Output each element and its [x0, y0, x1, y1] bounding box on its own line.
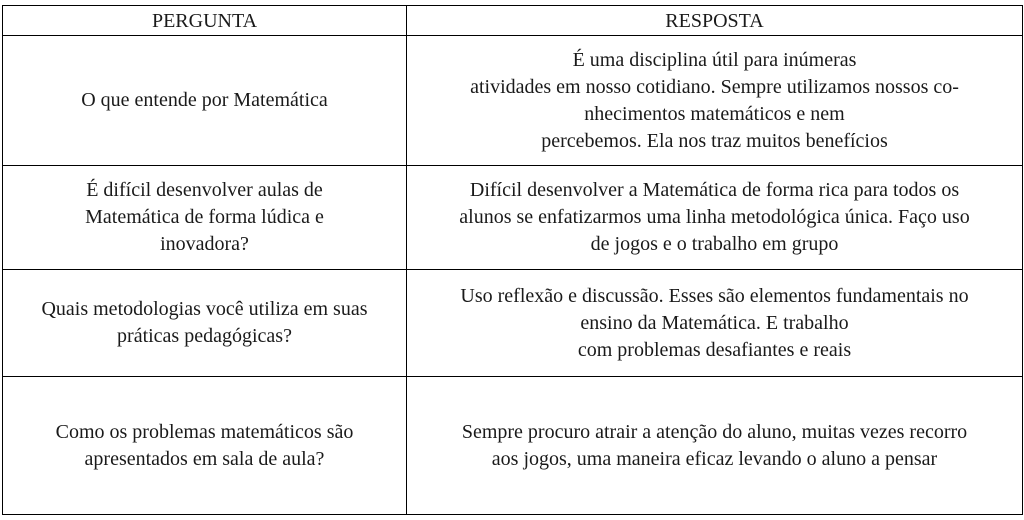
header-row: [3, 6, 1023, 36]
question-line: apresentados em sala de aula?: [84, 447, 325, 470]
answer-line: ensino da Matemática. E trabalho: [580, 311, 849, 334]
answer-line: com problemas desafiantes e reais: [577, 338, 852, 361]
answer-line: nhecimentos matemáticos e nem: [584, 102, 845, 125]
qa-table: [2, 5, 1023, 515]
table-row: [3, 270, 1023, 377]
answer-line: atividades em nosso cotidiano. Sempre utilizamos nossos co-: [470, 75, 959, 98]
table-row: [3, 166, 1023, 270]
answer-line: percebemos. Ela nos traz muitos benefícios: [541, 129, 888, 152]
answer-cell: [407, 36, 1023, 166]
table-row: [3, 377, 1023, 515]
question-line: inovadora?: [160, 233, 249, 255]
question-cell: [3, 36, 407, 166]
table-row: [3, 36, 1023, 166]
answer-line: É uma disciplina útil para inúmeras: [572, 48, 857, 71]
answer-line: alunos se enfatizarmos uma linha metodológica única. Faço uso: [459, 206, 970, 228]
question-line: O que entende por Matemática: [81, 89, 328, 111]
header-question: PERGUNTA: [3, 6, 407, 36]
question-cell: [3, 270, 407, 377]
answer-cell: [407, 166, 1023, 270]
question-cell: [3, 166, 407, 270]
answer-line: Uso reflexão e discussão. Esses são elementos fundamentais no: [460, 284, 969, 307]
header-answer: RESPOSTA: [407, 6, 1023, 36]
question-cell: [3, 377, 407, 515]
question-line: Matemática de forma lúdica e: [85, 206, 324, 228]
answer-cell: [407, 270, 1023, 377]
answer-line: Sempre procuro atrair a atenção do aluno, muitas vezes recorro: [461, 420, 968, 443]
question-line: Quais metodologias você utiliza em suas: [41, 298, 368, 320]
question-line: práticas pedagógicas?: [117, 325, 292, 347]
answer-line: aos jogos, uma maneira eficaz levando o aluno a pensar: [491, 447, 938, 470]
answer-line: de jogos e o trabalho em grupo: [590, 233, 839, 255]
question-line: É difícil desenvolver aulas de: [86, 179, 323, 201]
question-line: Como os problemas matemáticos são: [55, 420, 354, 443]
answer-line: Difícil desenvolver a Matemática de forma rica para todos os: [469, 179, 960, 201]
answer-cell: [407, 377, 1023, 515]
